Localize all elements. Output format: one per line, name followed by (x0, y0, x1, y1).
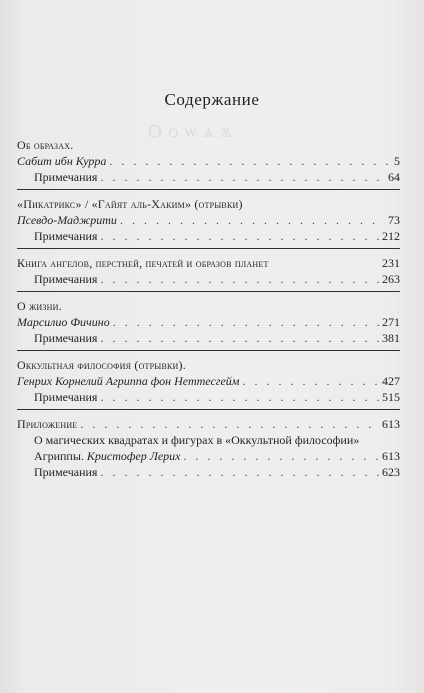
entry-page: 613 (382, 449, 400, 463)
dot-leader (100, 389, 379, 405)
section-title: Приложение (17, 417, 78, 431)
entry-page: 212 (382, 229, 400, 243)
toc-entry (17, 271, 400, 287)
section-title: Книга ангелов, перстней, печатей и образов планет (17, 256, 269, 270)
entry-page: 73 (388, 213, 400, 227)
entry-page: 231 (382, 256, 400, 270)
dot-leader (80, 416, 379, 432)
entry-author: Кристофер Лерих (86, 449, 181, 463)
section-divider (17, 248, 400, 249)
entry-notes: Примечания (34, 331, 98, 345)
entry-notes: Примечания (34, 229, 98, 243)
dot-leader (100, 464, 379, 480)
dot-leader (100, 228, 379, 244)
section-divider (17, 409, 400, 410)
toc-entry (17, 169, 400, 185)
entry-author: Генрих Корнелий Агриппа фон Неттесгейм (17, 374, 240, 388)
toc-entry (17, 448, 400, 464)
entry-notes: Примечания (34, 465, 98, 479)
dot-leader (242, 373, 379, 389)
toc-entry (17, 228, 400, 244)
entry-page: 263 (382, 272, 400, 286)
toc-entry (17, 330, 400, 346)
dot-leader (109, 153, 391, 169)
toc-entry (17, 373, 400, 389)
entry-author: Сабит ибн Курра (17, 154, 107, 168)
entry-page: 515 (382, 390, 400, 404)
section-divider (17, 291, 400, 292)
entry-page: 623 (382, 465, 400, 479)
toc-entry (17, 389, 400, 405)
dot-leader (100, 169, 385, 185)
entry-page: 5 (394, 154, 400, 168)
toc-entry (17, 416, 400, 432)
page-title: Содержание (164, 90, 260, 109)
dot-leader (113, 314, 379, 330)
appendix-subtitle: О магических квадратах и фигурах в «Оккультной философии» (34, 433, 360, 447)
entry-text (34, 448, 181, 464)
entry-page: 271 (382, 315, 400, 329)
entry-plain-part: Агриппы. (34, 449, 87, 463)
section-title: Оккультная философия (отрывки). (17, 358, 186, 372)
section-title: Об образах. (17, 138, 74, 152)
toc-entry (17, 464, 400, 480)
bleed-through-title: Ѻ ѻ ѡ ѧ ѫ (148, 121, 234, 141)
entry-page: 64 (388, 170, 400, 184)
section-divider (17, 189, 400, 190)
toc-entry (17, 212, 400, 228)
section-divider (17, 350, 400, 351)
entry-page: 381 (382, 331, 400, 345)
table-of-contents (17, 137, 400, 480)
section-title: О жизни. (17, 299, 62, 313)
section-title: «Пикатрикс» / «Гайят аль-Хаким» (отрывки) (17, 197, 243, 211)
entry-notes: Примечания (34, 272, 98, 286)
entry-notes: Примечания (34, 390, 98, 404)
entry-notes: Примечания (34, 170, 98, 184)
toc-entry (17, 255, 400, 271)
dot-leader (184, 448, 379, 464)
entry-author: Псевдо-Маджрити (17, 213, 117, 227)
dot-leader (100, 271, 379, 287)
dot-leader (120, 212, 385, 228)
dot-leader (100, 330, 379, 346)
entry-author: Марсилио Фичино (17, 315, 110, 329)
entry-page: 427 (382, 374, 400, 388)
toc-entry (17, 153, 400, 169)
toc-entry (17, 314, 400, 330)
entry-page: 613 (382, 417, 400, 431)
